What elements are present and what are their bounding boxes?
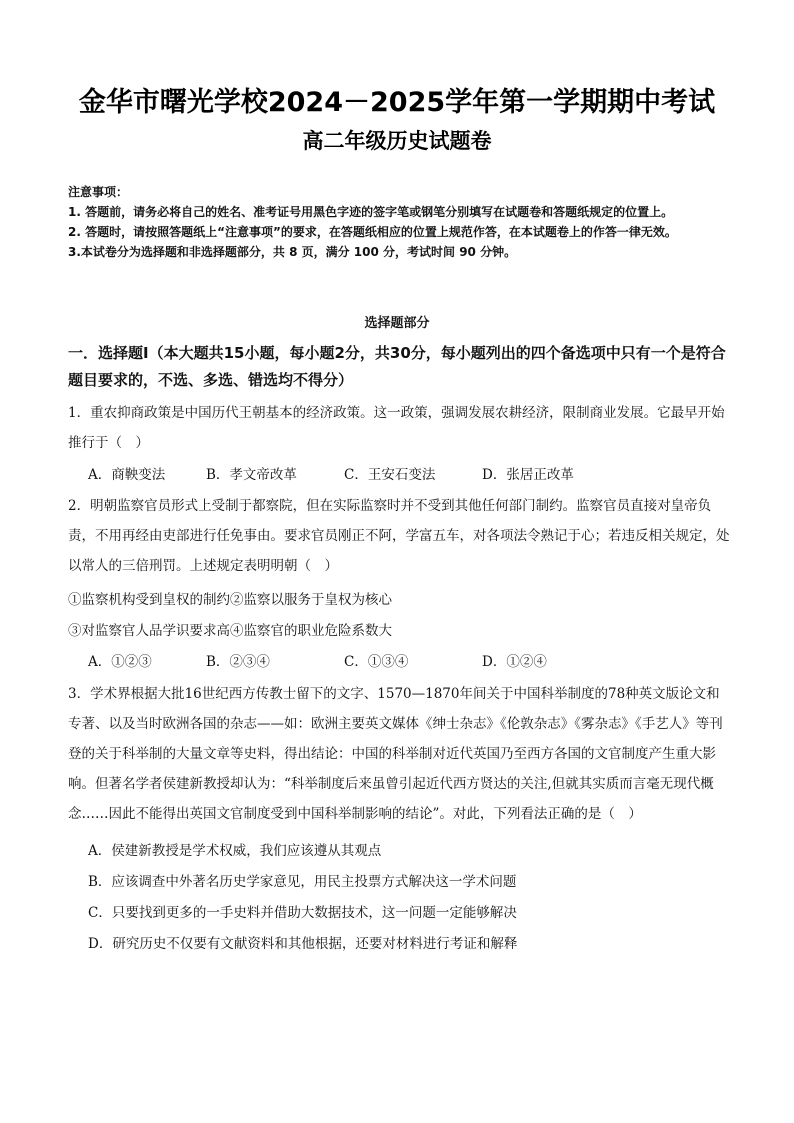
notice-heading: 注意事项： xyxy=(68,185,129,199)
q3-option-b: B．应该调查中外著名历史学家意见，用民主投票方式解决这一学术问题 xyxy=(88,874,517,890)
notice-item-1: 1. 答题前，请务必将自己的姓名、准考证号用黑色字迹的签字笔或钢笔分别填写在试题卷和答题纸规定的位置上。 xyxy=(68,205,674,219)
exam-title: 金华市曙光学校2024－2025学年第一学期期中考试 xyxy=(78,87,716,118)
q2-statement-2: ③对监察官人品学识要求高④监察官的职业危险系数大 xyxy=(68,623,392,639)
q3-option-d: D．研究历史不仅要有文献资料和其他根据，还要对材料进行考证和解释 xyxy=(88,936,518,952)
q2-option-a: A．①②③ xyxy=(88,654,152,670)
section-title: 选择题部分 xyxy=(364,316,430,331)
q1-option-a: A．商鞅变法 xyxy=(88,467,166,483)
q1-option-d: D．张居正改革 xyxy=(482,467,574,483)
q2-option-c: C．①③④ xyxy=(344,654,409,670)
exam-subtitle: 高二年级历史试题卷 xyxy=(302,129,492,153)
notice-item-2: 2. 答题时，请按照答题纸上“注意事项”的要求，在答题纸相应的位置上规范作答，在本试题卷上的作答一律无效。 xyxy=(68,225,677,239)
question-1-options xyxy=(88,460,728,490)
q2-option-b: B．②③④ xyxy=(206,654,270,670)
question-2-stem: 2．明朝监察官员形式上受制于都察院，但在实际监察时并不受到其他任何部门制约。监察官员直接对皇帝负责，不用再经由吏部进行任免事由。要求官员刚正不阿，学富五车，对各项法令熟记于心；若违反相关规定，处以常人的三倍刑罚。上述规定表明明朝（ ） xyxy=(68,498,730,574)
question-1-stem: 1．重农抑商政策是中国历代王朝基本的经济政策。这一政策，强调发展农耕经济，限制商业发展。它最早开始推行于（ ） xyxy=(68,405,725,451)
q3-option-a: A．侯建新教授是学术权威，我们应该遵从其观点 xyxy=(88,843,382,859)
part-heading: 一．选择题Ⅰ（本大题共15小题，每小题2分，共30分，每小题列出的四个备选项中只有一个是符合题目要求的，不选、多选、错选均不得分） xyxy=(68,344,726,389)
question-2-options xyxy=(88,647,728,677)
q3-option-c: C．只要找到更多的一手史料并借助大数据技术，这一问题一定能够解决 xyxy=(88,905,517,921)
q1-option-c: C．王安石变法 xyxy=(344,467,436,483)
notice-block xyxy=(68,182,728,262)
q2-statement-1: ①监察机构受到皇权的制约②监察以服务于皇权为核心 xyxy=(68,592,392,608)
notice-item-3: 3.本试卷分为选择题和非选择题部分，共 8 页，满分 100 分，考试时间 90 分钟。 xyxy=(68,245,517,259)
q2-option-d: D．①②④ xyxy=(482,654,547,670)
q1-option-b: B．孝文帝改革 xyxy=(206,467,297,483)
question-3-stem: 3．学术界根据大批16世纪西方传教士留下的文字、1570—1870年间关于中国科举制度的78种英文版论文和专著、以及当时欧洲各国的杂志——如：欧洲主要英文媒体《绅士杂志》《伦敦杂志》《雾杂志》《手艺人》等刊登的关于科举制的大量文章等史料，得出结论：中国的科举制对近代英国乃至西方各国的文官制度产生重大影响。但著名学者侯建新教授却认为：“科举制度后来虽曾引起近代西方贤达的关注,但就其实质而言毫无现代概念……因此不能得出英国文官制度受到中国科举制影响的结论”。对此，下列看法正确的是（ ） xyxy=(68,686,723,822)
